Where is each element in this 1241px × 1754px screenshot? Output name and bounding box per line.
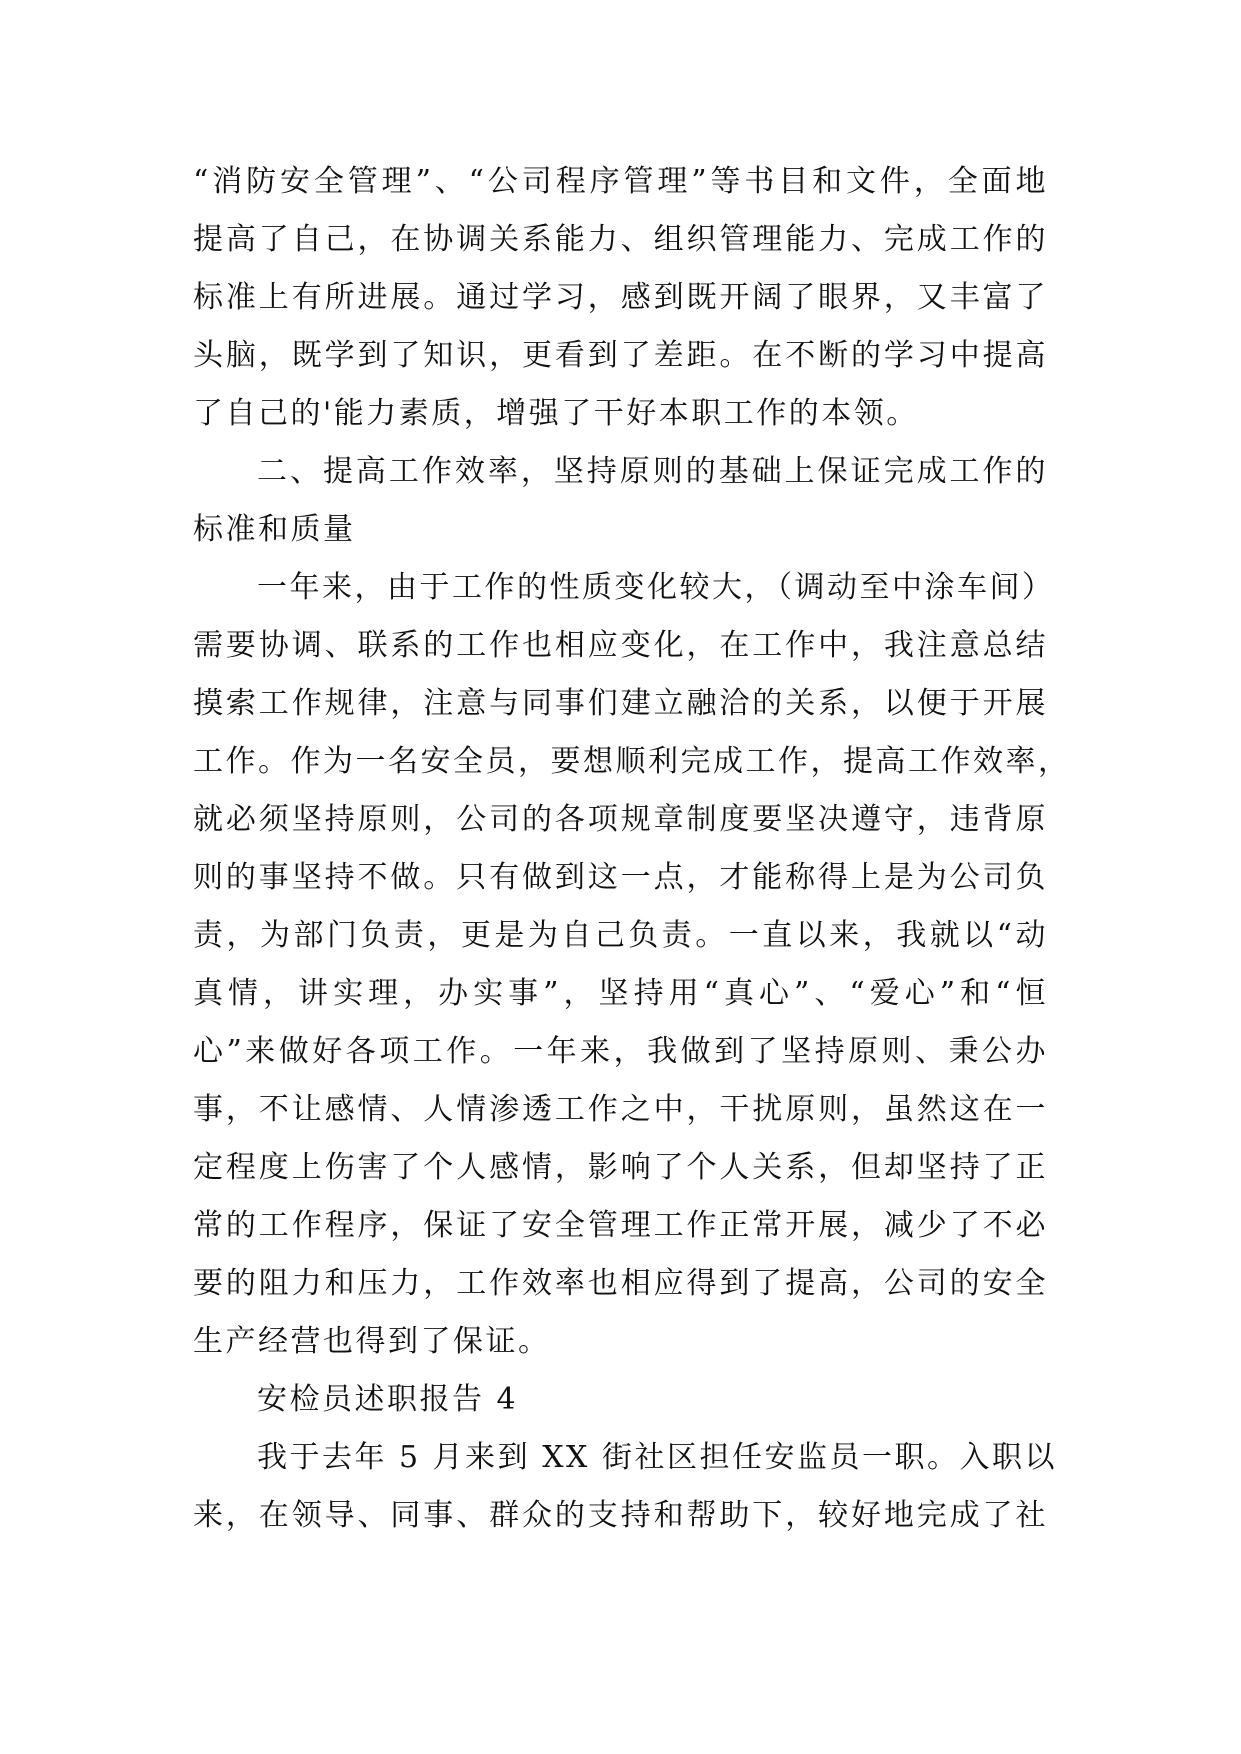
text-line: 需要协调、联系的工作也相应变化，在工作中，我注意总结	[193, 628, 1048, 663]
text-line: 生产经营也得到了保证。	[193, 1324, 551, 1359]
text-line: 头脑，既学到了知识，更看到了差距。在不断的学习中提高	[193, 338, 1048, 373]
text-line: 责，为部门负责，更是为自己负责。一直以来，我就以“动	[193, 918, 1048, 953]
text-line: 标准上有所进展。通过学习，感到既开阔了眼界，又丰富了	[193, 280, 1048, 315]
text-line: 就必须坚持原则，公司的各项规章制度要坚决遵守，违背原	[193, 802, 1048, 837]
text-line: 定程度上伤害了个人感情，影响了个人关系，但却坚持了正	[193, 1150, 1048, 1185]
text-line: 真情，讲实理，办实事”，坚持用“真心”、“爱心”和“恒	[193, 976, 1048, 1011]
text-line: “消防安全管理”、“公司程序管理”等书目和文件，全面地	[193, 164, 1048, 199]
text-line: 工作。作为一名安全员，要想顺利完成工作，提高工作效率，	[193, 744, 1071, 779]
text-line: 心”来做好各项工作。一年来，我做到了坚持原则、秉公办	[193, 1034, 1048, 1069]
section-heading-line: 二、提高工作效率，坚持原则的基础上保证完成工作的	[257, 454, 1048, 489]
text-line: 提高了自己，在协调关系能力、组织管理能力、完成工作的	[193, 222, 1048, 257]
text-line: 事，不让感情、人情渗透工作之中，干扰原则，虽然这在一	[193, 1092, 1048, 1127]
text-line: 则的事坚持不做。只有做到这一点，才能称得上是为公司负	[193, 860, 1048, 895]
report-title: 安检员述职报告 4	[257, 1382, 519, 1417]
text-line: 来，在领导、同事、群众的支持和帮助下，较好地完成了社	[193, 1498, 1048, 1533]
text-line: 摸索工作规律，注意与同事们建立融洽的关系，以便于开展	[193, 686, 1048, 721]
section-heading-line: 标准和质量	[193, 512, 356, 547]
text-line: 了自己的'能力素质，增强了干好本职工作的本领。	[193, 396, 919, 431]
text-line: 要的阻力和压力，工作效率也相应得到了提高，公司的安全	[193, 1266, 1048, 1301]
text-line: 常的工作程序，保证了安全管理工作正常开展，减少了不必	[193, 1208, 1048, 1243]
text-line: 我于去年 5 月来到 XX 街社区担任安监员一职。入职以	[257, 1440, 1057, 1475]
text-line: 一年来，由于工作的性质变化较大，（调动至中涂车间）	[257, 570, 1055, 605]
